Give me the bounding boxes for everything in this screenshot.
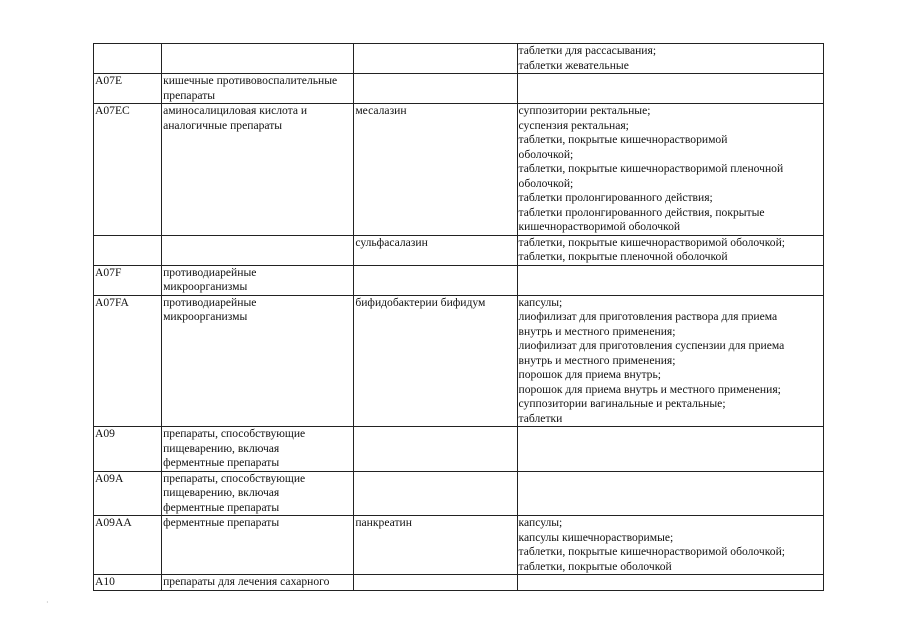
drug-name-line: месалазин <box>355 104 407 117</box>
group-name-line: ферментные препараты <box>163 500 280 514</box>
dosage-forms-cell <box>517 295 823 427</box>
group-name-cell <box>162 74 354 104</box>
atc-code-text: A09AA <box>95 516 132 529</box>
group-name-cell <box>162 44 354 74</box>
dosage-forms-line: оболочкой; <box>518 147 574 161</box>
drug-name-cell <box>354 265 517 295</box>
group-name-line: аминосалициловая кислота и <box>163 104 308 117</box>
dosage-forms-line: лиофилизат для приготовления раствора для приема <box>518 310 778 323</box>
group-name-line: противодиарейные <box>163 295 257 309</box>
atc-code-cell <box>94 516 162 575</box>
atc-code-cell <box>94 295 162 427</box>
group-name-line: микроорганизмы <box>163 310 248 323</box>
table-row <box>94 427 824 472</box>
drug-name-line: бифидобактерии бифидум <box>355 295 486 309</box>
table-row <box>94 44 824 74</box>
group-name-cell <box>162 471 354 516</box>
atc-code-text: A09 <box>95 427 115 440</box>
group-name-line: препараты для лечения сахарного <box>163 575 330 588</box>
table-row <box>94 471 824 516</box>
atc-code-cell <box>94 265 162 295</box>
table-row <box>94 575 824 591</box>
drug-name-cell <box>354 74 517 104</box>
group-name-line: противодиарейные <box>163 265 257 279</box>
drug-name-cell <box>354 575 517 591</box>
dosage-forms-cell <box>517 235 823 265</box>
drug-name-cell <box>354 44 517 74</box>
dosage-forms-line: таблетки, покрытые кишечнорастворимой пленочной <box>518 162 784 175</box>
group-name-cell <box>162 427 354 472</box>
group-name-cell <box>162 104 354 236</box>
dosage-forms-line: капсулы; <box>518 295 563 309</box>
atc-code-text: A10 <box>95 575 115 588</box>
drug-name-cell <box>354 235 517 265</box>
dosage-forms-line: суспензия ректальная; <box>518 118 629 132</box>
group-name-line: ферментные препараты <box>163 456 280 469</box>
dosage-forms-line: порошок для приема внутрь и местного применения; <box>518 382 781 396</box>
atc-code-text: A07FA <box>95 295 129 309</box>
atc-code-cell <box>94 471 162 516</box>
dosage-forms-cell <box>517 44 823 74</box>
table-body <box>94 44 824 591</box>
drug-name-cell <box>354 516 517 575</box>
atc-code-text <box>95 44 161 59</box>
group-name-line: пищеварению, включая <box>163 486 280 499</box>
atc-code-cell <box>94 427 162 472</box>
dosage-forms-line: суппозитории вагинальные и ректальные; <box>518 397 726 410</box>
dosage-forms-cell <box>517 575 823 591</box>
dosage-forms-line: капсулы кишечнорастворимые; <box>518 530 674 544</box>
dosage-forms-line: суппозитории ректальные; <box>518 104 651 117</box>
dosage-forms-cell <box>517 427 823 472</box>
dosage-forms-line: таблетки, покрытые кишечнорастворимой оболочкой; <box>518 545 786 558</box>
group-name-cell <box>162 235 354 265</box>
drug-name-line: панкреатин <box>355 516 412 529</box>
dosage-forms-line: таблетки для рассасывания; <box>518 44 657 57</box>
group-name-line: препараты <box>163 88 216 102</box>
table-row <box>94 74 824 104</box>
drug-name-line: сульфасалазин <box>355 235 428 249</box>
dosage-forms-line: оболочкой; <box>518 176 574 190</box>
dosage-forms-line: таблетки пролонгированного действия, покрытые <box>518 205 765 219</box>
table-row <box>94 235 824 265</box>
dosage-forms-cell <box>517 74 823 104</box>
atc-code-text: A07E <box>95 74 123 87</box>
dosage-forms-line: таблетки, покрытые кишечнорастворимой оболочкой; <box>518 235 786 249</box>
group-name-line: пищеварению, включая <box>163 441 280 455</box>
atc-code-text: A09A <box>95 471 124 485</box>
table-row <box>94 516 824 575</box>
atc-code-text: A07F <box>95 265 122 279</box>
group-name-line: кишечные противовоспалительные <box>163 74 338 87</box>
table-row <box>94 295 824 427</box>
dosage-forms-line: кишечнорастворимой оболочкой <box>518 220 681 233</box>
atc-code-cell <box>94 235 162 265</box>
drug-name-cell <box>354 295 517 427</box>
dosage-forms-line: таблетки, покрытые оболочкой <box>518 559 672 573</box>
atc-code-cell <box>94 44 162 74</box>
atc-code-text <box>95 236 161 251</box>
dosage-forms-cell <box>517 104 823 236</box>
dosage-forms-line: таблетки, покрытые пленочной оболочкой <box>518 250 728 263</box>
group-name-cell <box>162 295 354 427</box>
dosage-forms-line: лиофилизат для приготовления суспензии для приема <box>518 339 785 352</box>
dosage-forms-line: капсулы; <box>518 516 563 529</box>
drug-name-cell <box>354 104 517 236</box>
atc-code-cell <box>94 74 162 104</box>
group-name-cell <box>162 575 354 591</box>
table-row <box>94 104 824 236</box>
atc-code-cell <box>94 575 162 591</box>
group-name-line: препараты, способствующие <box>163 471 306 485</box>
group-name-line: ферментные препараты <box>163 516 280 529</box>
dosage-forms-cell <box>517 265 823 295</box>
dosage-forms-line: внутрь и местного применения; <box>518 324 676 338</box>
group-name-line: микроорганизмы <box>163 280 248 293</box>
dosage-forms-cell <box>517 471 823 516</box>
dosage-forms-line: таблетки пролонгированного действия; <box>518 191 713 204</box>
group-name-cell <box>162 516 354 575</box>
dosage-forms-line: порошок для приема внутрь; <box>518 368 661 381</box>
dosage-forms-line: таблетки <box>518 411 563 425</box>
table-row <box>94 265 824 295</box>
drug-classification-table <box>93 43 824 591</box>
drug-name-cell <box>354 427 517 472</box>
dosage-forms-line: внутрь и местного применения; <box>518 353 676 367</box>
atc-code-text: A07EC <box>95 104 130 117</box>
group-name-cell <box>162 265 354 295</box>
drug-name-cell <box>354 471 517 516</box>
dosage-forms-line: таблетки, покрытые кишечнорастворимой <box>518 133 728 146</box>
dosage-forms-line: таблетки жевательные <box>518 58 629 72</box>
group-name-line: аналогичные препараты <box>163 118 283 132</box>
page-mark: · <box>46 598 49 607</box>
group-name-line: препараты, способствующие <box>163 427 306 440</box>
atc-code-cell <box>94 104 162 236</box>
dosage-forms-cell <box>517 516 823 575</box>
